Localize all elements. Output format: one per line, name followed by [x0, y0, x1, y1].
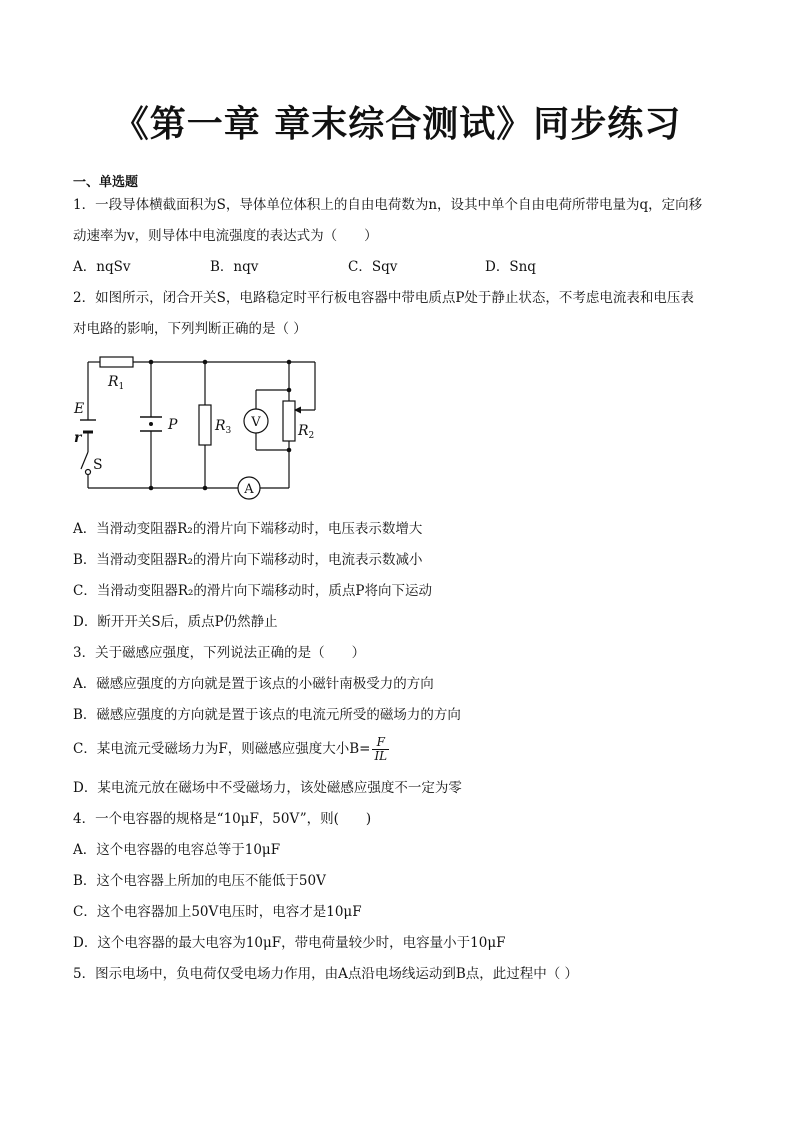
- q1-stem-line2: 动速率为v，则导体中电流强度的表达式为（ ）: [73, 228, 378, 244]
- label-v: V: [251, 415, 261, 430]
- label-a: A: [244, 482, 254, 497]
- q2-stem-line1: 2．如图所示，闭合开关S，电路稳定时平行板电容器中带电质点P处于静止状态，不考虑电流表和电压表: [73, 290, 694, 306]
- fraction-denominator: IL: [374, 749, 388, 763]
- q2-option-c: C．当滑动变阻器R₂的滑片向下端移动时，质点P将向下运动: [73, 583, 432, 599]
- rheostat-r2: [283, 401, 295, 441]
- label-p: P: [168, 417, 178, 433]
- q1-stem-line1: 1．一段导体横截面积为S，导体单位体积上的自由电荷数为n，设其中单个自由电荷所带电量为q，定向移: [73, 197, 703, 213]
- q2-option-b: B．当滑动变阻器R₂的滑片向下端移动时，电流表示数减小: [73, 552, 423, 568]
- q5-stem: 5．图示电场中，负电荷仅受电场力作用，由A点沿电场线运动到B点，此过程中（ ）: [73, 966, 579, 982]
- q1-option-a: A．nqSv: [73, 259, 131, 275]
- label-r: r: [74, 430, 82, 446]
- q1-option-c: C．Sqv: [348, 259, 398, 275]
- resistor-r3: [199, 405, 211, 445]
- q2-option-d: D．断开开关S后，质点P仍然静止: [73, 614, 278, 630]
- q4-option-a: A．这个电容器的电容总等于10μF: [73, 842, 281, 858]
- q3-option-a: A．磁感应强度的方向就是置于该点的小磁针南极受力的方向: [73, 676, 434, 692]
- charged-particle-p: [149, 422, 153, 426]
- label-r1: $R_1$: [108, 374, 125, 392]
- q3-stem: 3．关于磁感应强度，下列说法正确的是（ ）: [73, 645, 366, 661]
- q1-option-b: B．nqv: [210, 259, 259, 275]
- switch-contact: [86, 470, 91, 475]
- circuit-diagram: [70, 348, 340, 503]
- label-s: S: [93, 457, 103, 473]
- q4-option-c: C．这个电容器加上50V电压时，电容才是10μF: [73, 904, 362, 920]
- q1-option-d: D．Snq: [485, 259, 536, 275]
- circuit-wires: [88, 362, 315, 488]
- q3-option-b: B．磁感应强度的方向就是置于该点的电流元所受的磁场力的方向: [73, 707, 461, 723]
- q3-option-d: D．某电流元放在磁场中不受磁场力，该处磁感应强度不一定为零: [73, 780, 462, 796]
- label-r2: $R_2$: [298, 423, 315, 441]
- q2-option-a: A．当滑动变阻器R₂的滑片向下端移动时，电压表示数增大: [73, 521, 423, 537]
- section-heading: 一、单选题: [73, 175, 139, 190]
- label-e: E: [74, 401, 85, 417]
- label-r3: $R_3$: [215, 418, 232, 436]
- fraction-numerator: F: [372, 736, 389, 750]
- page-title: 《第一章 章末综合测试》同步练习: [112, 103, 682, 145]
- q4-option-b: B．这个电容器上所加的电压不能低于50V: [73, 873, 326, 889]
- q2-stem-line2: 对电路的影响，下列判断正确的是（ ）: [73, 321, 307, 337]
- q4-option-d: D．这个电容器的最大电容为10μF，带电荷量较少时，电容量小于10μF: [73, 935, 506, 951]
- q4-stem: 4．一个电容器的规格是“10μF，50V”，则( ): [73, 811, 372, 827]
- q3-option-c: [73, 734, 733, 764]
- switch-blade: [81, 452, 88, 469]
- formula-fraction: [372, 736, 389, 763]
- resistor-r1: [100, 357, 133, 367]
- q3-option-c-text: C．某电流元受磁场力为F，则磁感应强度大小B=: [73, 741, 371, 757]
